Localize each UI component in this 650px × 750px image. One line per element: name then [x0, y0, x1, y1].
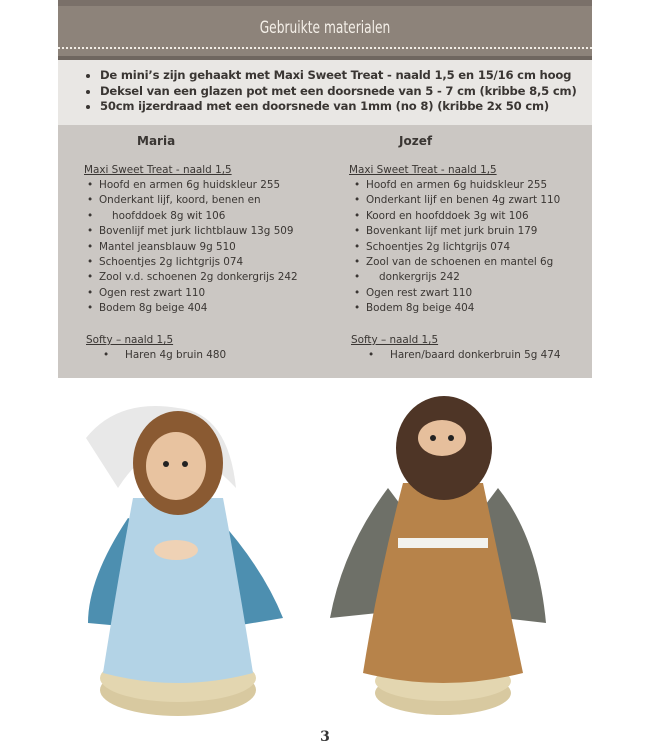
- materials-box: [58, 125, 592, 378]
- jozef-softy-heading: Softy – naald 1,5: [351, 334, 439, 346]
- dotted-divider: [58, 47, 592, 49]
- list-item: • Mantel jeansblauw 9g 510: [87, 240, 347, 255]
- list-item: • Koord en hoofddoek 3g wit 106: [354, 209, 614, 224]
- jozef-yarn-heading: Maxi Sweet Treat - naald 1,5: [349, 164, 497, 176]
- list-item: • Hoofd en armen 6g huidskleur 255: [354, 178, 614, 193]
- intro-item: • Deksel van een glazen pot met een doorsnede van 5 - 7 cm (kribbe 8,5 cm): [100, 84, 592, 100]
- jozef-doll-image: [330, 396, 546, 715]
- intro-item: • 50cm ijzerdraad met een doorsnede van 1mm (no 8) (kribbe 2x 50 cm): [100, 99, 592, 115]
- list-item: • Bovenkant lijf met jurk bruin 179: [354, 224, 614, 239]
- jozef-list: [342, 178, 614, 317]
- list-item: • Ogen rest zwart 110: [354, 286, 614, 301]
- maria-softy-heading: Softy – naald 1,5: [86, 334, 174, 346]
- list-item-text: donkergrijs 242: [379, 271, 460, 284]
- list-item: • Onderkant lijf en benen 4g zwart 110: [354, 193, 614, 208]
- list-item: • Onderkant lijf, koord, benen en: [87, 193, 347, 208]
- list-item-continued: [87, 209, 347, 224]
- list-item: • Schoentjes 2g lichtgrijs 074: [87, 255, 347, 270]
- list-item: • Zool van de schoenen en mantel 6g: [354, 255, 614, 270]
- section-title: Gebruikte materialen: [259, 18, 391, 38]
- list-item-text: hoofddoek 8g wit 106: [112, 209, 226, 222]
- list-item: • Bodem 8g beige 404: [87, 301, 347, 316]
- list-item: • Haren 4g bruin 480: [103, 348, 363, 363]
- jozef-list-2: [356, 348, 650, 363]
- maria-list: [75, 178, 347, 317]
- list-item: • Zool v.d. schoenen 2g donkergrijs 242: [87, 270, 347, 285]
- list-item: • Hoofd en armen 6g huidskleur 255: [87, 178, 347, 193]
- jozef-heading: Jozef: [399, 134, 433, 148]
- maria-doll-image: [86, 406, 283, 716]
- intro-item: • De mini’s zijn gehaakt met Maxi Sweet Treat - naald 1,5 en 15/16 cm hoog: [100, 68, 592, 84]
- maria-heading: Maria: [137, 134, 176, 148]
- list-item: • Ogen rest zwart 110: [87, 286, 347, 301]
- section-header: [58, 0, 592, 60]
- list-item: • Bodem 8g beige 404: [354, 301, 614, 316]
- intro-list: [58, 60, 592, 115]
- maria-list-2: [91, 348, 363, 363]
- list-item: • Schoentjes 2g lichtgrijs 074: [354, 240, 614, 255]
- list-item: • Bovenlijf met jurk lichtblauw 13g 509: [87, 224, 347, 239]
- list-item: • Haren/baard donkerbruin 5g 474: [368, 348, 650, 363]
- intro-box: [58, 60, 592, 125]
- maria-yarn-heading: Maxi Sweet Treat - naald 1,5: [84, 164, 232, 176]
- crochet-dolls-photo: [58, 378, 592, 723]
- page-number: 3: [320, 729, 330, 745]
- list-item-continued: [354, 270, 614, 285]
